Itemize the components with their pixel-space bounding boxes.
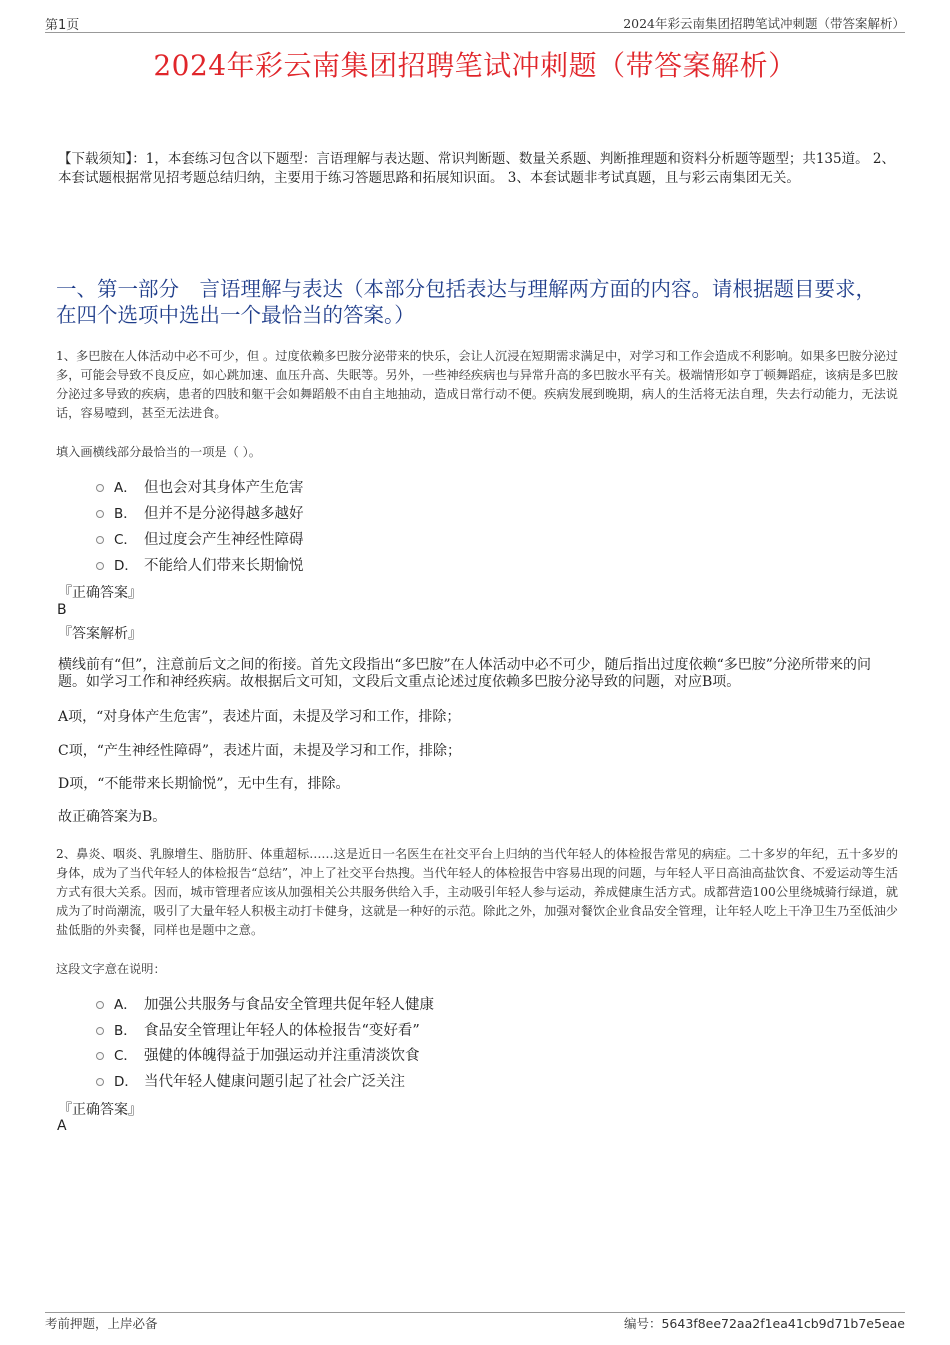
footer-id — [624, 1314, 905, 1332]
question-1-option-b[interactable] — [96, 502, 304, 522]
question-2-text: 2、鼻炎、咽炎、乳腺增生、脂肪肝、体重超标……这是近日一名医生在社交平台上归纳的当代年轻人的体检报告常见的病症。二十多岁的年纪，五十多岁的身体，成为了当代年轻人的体检报告“总结”，冲上了社交平台热搜。当代年轻人的体检报告中容易出现的问题，与年轻人平日高油高盐饮食、不爱运动等生活方式有很大关系。因而，城市管理者应该从加强相关公共服务供给入手，主动吸引年轻人参与运动，养成健康生活方式。成都营造100公里绕城骑行绿道，就成为了时尚潮流，吸引了大量年轻人积极主动打卡健身，这就是一种好的示范。除此之外，加强对餐饮企业食品安全管理，让年轻人吃上干净卫生乃至低油少盐低脂的外卖餐，同样也是题中之意。 — [56, 847, 898, 937]
radio-icon[interactable] — [96, 1001, 104, 1009]
question-2-answer: A — [57, 1118, 67, 1134]
footer-id-code: 5643f8ee72aa2f1ea41cb9d71b7e5eae — [661, 1316, 905, 1331]
question-2-option-b[interactable] — [96, 1019, 420, 1039]
radio-icon[interactable] — [96, 536, 104, 544]
option-text: 不能给人们带来长期愉悦 — [144, 557, 304, 574]
document-title: 2024年彩云南集团招聘笔试冲刺题（带答案解析） — [153, 49, 797, 82]
option-letter: C． — [114, 532, 137, 548]
question-1-option-a[interactable] — [96, 476, 304, 496]
option-text: 当代年轻人健康问题引起了社会广泛关注 — [144, 1073, 405, 1090]
question-1-option-d[interactable] — [96, 554, 304, 574]
option-letter: A． — [114, 997, 137, 1013]
option-letter: A． — [114, 480, 137, 496]
question-1-prompt: 填入画横线部分最恰当的一项是（ ）。 — [56, 445, 261, 459]
option-letter: B． — [114, 506, 137, 522]
page-footer — [45, 1312, 905, 1332]
section-title: 一、第一部分 言语理解与表达（本部分包括表达与理解两方面的内容。请根据题目要求，在四个选项中选出一个最恰当的答案。） — [56, 277, 876, 327]
radio-icon[interactable] — [96, 484, 104, 492]
question-2-answer-label: 『正确答案』 — [58, 1102, 142, 1118]
radio-icon[interactable] — [96, 562, 104, 570]
page-number: 第1页 — [45, 18, 80, 33]
question-1-analysis-label: 『答案解析』 — [58, 626, 142, 642]
option-letter: B． — [114, 1023, 137, 1039]
page-header — [45, 14, 905, 33]
question-1-analysis-d: D项，“不能带来长期愉悦”，无中生有，排除。 — [58, 776, 350, 792]
footer-slogan: 考前押题，上岸必备 — [45, 1316, 158, 1331]
question-2-prompt: 这段文字意在说明： — [56, 962, 166, 976]
radio-icon[interactable] — [96, 1027, 104, 1035]
radio-icon[interactable] — [96, 510, 104, 518]
option-text: 但也会对其身体产生危害 — [144, 479, 304, 496]
question-1-text: 1、多巴胺在人体活动中必不可少，但 。过度依赖多巴胺分泌带来的快乐，会让人沉浸在短期需求满足中，对学习和工作会造成不利影响。如果多巴胺分泌过多，可能会导致不良反应，如心跳加速、血压升高、失眠等。另外，一些神经疾病也与异常升高的多巴胺水平有关。极端情形如亨丁顿舞蹈症，该病是多巴胺分泌过多导致的疾病，患者的四肢和躯干会如舞蹈般不由自主地抽动，造成日常行动不便。疾病发展到晚期，病人的生活将无法自理，失去行动能力，无法说话，容易噎到，甚至无法进食。 — [56, 349, 898, 420]
option-letter: D． — [114, 1074, 138, 1090]
option-text: 但并不是分泌得越多越好 — [144, 505, 304, 522]
question-1-answer: B — [57, 602, 67, 618]
question-1-analysis-c: C项，“产生神经性障碍”，表述片面，未提及学习和工作，排除； — [58, 743, 462, 759]
question-1-answer-label: 『正确答案』 — [58, 585, 142, 601]
download-notice: 【下载须知】：1，本套练习包含以下题型：言语理解与表达题、常识判断题、数量关系题、判断推理题和资料分析题等题型；共135道。 2、本套试题根据常见招考题总结归纳，主要用于练习答题思路和拓展知识面。 3、本套试题非考试真题，且与彩云南集团无关。 — [58, 151, 895, 186]
radio-icon[interactable] — [96, 1078, 104, 1086]
option-letter: C． — [114, 1048, 137, 1064]
question-1-analysis-main: 横线前有“但”，注意前后文之间的衔接。首先文段指出“多巴胺”在人体活动中必不可少，随后指出过度依赖“多巴胺”分泌所带来的问题。如学习工作和神经疾病。故根据后文可知，文段后文重点论述过度依赖多巴胺分泌导致的问题，对应B项。 — [58, 657, 871, 690]
question-1-analysis-a: A项，“对身体产生危害”，表述片面，未提及学习和工作，排除； — [58, 709, 461, 725]
question-2-option-a[interactable] — [96, 993, 434, 1013]
question-1-analysis-conclusion: 故正确答案为B。 — [58, 809, 167, 825]
option-letter: D． — [114, 558, 138, 574]
footer-id-label: 编号： — [623, 1316, 662, 1331]
question-2-option-c[interactable] — [96, 1044, 420, 1064]
header-doc-title: 2024年彩云南集团招聘笔试冲刺题（带答案解析） — [623, 16, 905, 31]
question-2-option-d[interactable] — [96, 1070, 405, 1090]
option-text: 加强公共服务与食品安全管理共促年轻人健康 — [144, 996, 434, 1013]
option-text: 食品安全管理让年轻人的体检报告“变好看” — [144, 1022, 420, 1039]
option-text: 但过度会产生神经性障碍 — [144, 531, 304, 548]
option-text: 强健的体魄得益于加强运动并注重清淡饮食 — [144, 1047, 420, 1064]
question-1-option-c[interactable] — [96, 528, 304, 548]
radio-icon[interactable] — [96, 1052, 104, 1060]
